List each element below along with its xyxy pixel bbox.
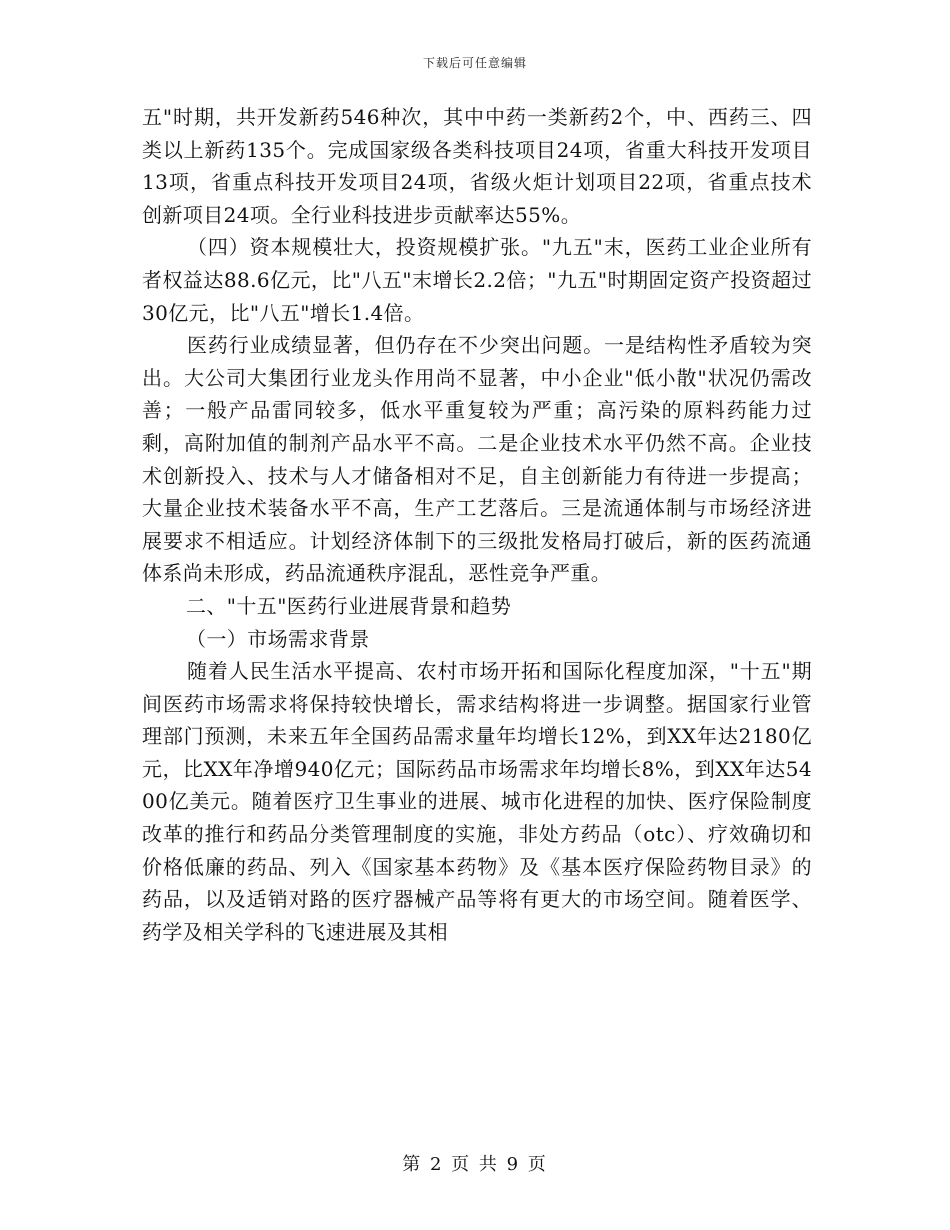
paragraph-capital-scale: （四）资本规模壮大，投资规模扩张。"九五"末，医药工业企业所有者权益达88.6亿元，比"八五"末增长2.2倍；"九五"时期固定资产投资超过30亿元，比"八五"增长1.4倍。 [142,235,812,325]
section-heading: 二、"十五"医药行业进展背景和趋势 [186,593,512,618]
paragraph-market-demand: 随着人民生活水平提高、农村市场开拓和国际化程度加深，"十五"期间医药市场需求将保持较快增长，需求结构将进一步调整。据国家行业管理部门预测，未来五年全国药品需求量年均增长12%，到XX年达2180亿元，比XX年净增940亿元；国际药品市场需求年均增长8%，到XX年达5400亿美元。随着医疗卫生事业的进展、城市化进程的加快、医疗保险制度改革的推行和药品分类管理制度的实施，非处方药品（otc）、疗效确切和价格低廉的药品、列入《国家基本药物》及《基本医疗保险药物目录》的药品，以及适销对路的医疗器械产品等将有更大的市场空间。随着医学、药学及相关学科的飞速进展及其相 [142,659,812,944]
document-body [142,101,812,948]
page-number-footer: 第 2 页 共 9 页 [402,1154,548,1175]
page-header: 下载后可任意编辑 [422,56,527,70]
paragraph-continuation: 五"时期，共开发新药546种次，其中中药一类新药2个，中、西药三、四类以上新药135个。完成国家级各类科技项目24项，省重大科技开发项目13项，省重点科技开发项目24项，省级火炬计划项目22项，省重点技术创新项目24项。全行业科技进步贡献率达55%。 [142,105,812,227]
subsection-heading: （一）市场需求背景 [186,626,370,651]
paragraph-problems: 医药行业成绩显著，但仍存在不少突出问题。一是结构性矛盾较为突出。大公司大集团行业龙头作用尚不显著，中小企业"低小散"状况仍需改善；一般产品雷同较多，低水平重复较为严重；高污染的原料药能力过剩，高附加值的制剂产品水平不高。二是企业技术水平仍然不高。企业技术创新投入、技术与人才储备相对不足，自主创新能力有待进一步提高；大量企业技术装备水平不高，生产工艺落后。三是流通体制与市场经济进展要求不相适应。计划经济体制下的三级批发格局打破后，新的医药流通体系尚未形成，药品流通秩序混乱，恶性竞争严重。 [142,333,812,586]
